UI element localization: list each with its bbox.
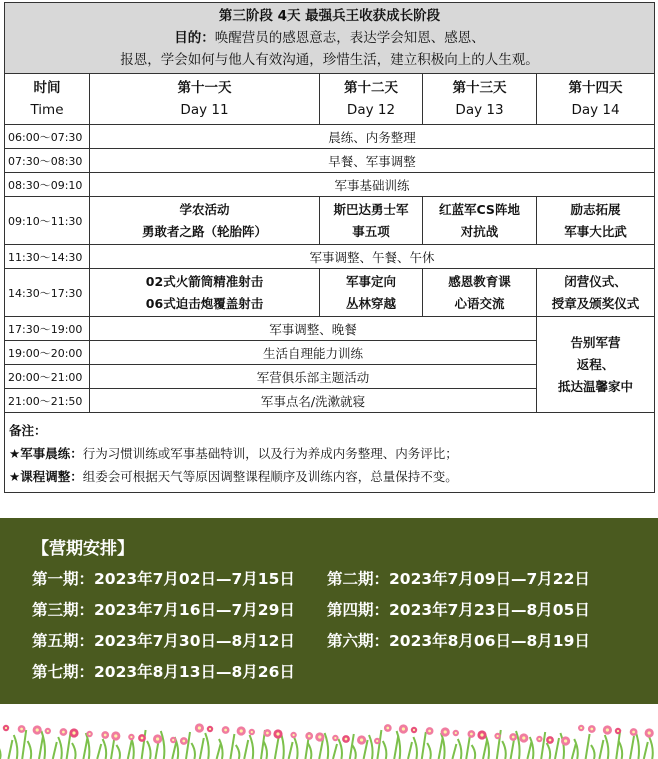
camp-period-3: 第三期：2023年7月16日—7月29日: [32, 601, 295, 619]
row-activity: 生活自理能力训练: [90, 341, 537, 365]
day14-afternoon: 闭营仪式、 授章及颁奖仪式: [537, 269, 655, 317]
flower-center: [20, 728, 23, 731]
flower-center: [402, 727, 405, 730]
flower-center: [606, 728, 609, 731]
goal-text-2: 报恩，学会如何与他人有效沟通，珍惜生活，建立积极向上的人生观。: [120, 52, 539, 68]
flower-center: [47, 730, 49, 732]
flower-center: [114, 734, 117, 737]
col-time: 时间 Time: [5, 74, 90, 125]
goal-text-1: 唤醒营员的感恩意志，表达学会知恩、感恩、: [214, 30, 485, 46]
flower-center: [617, 730, 619, 732]
flower-center: [444, 730, 447, 733]
flower-center: [62, 731, 65, 734]
row-time: 14:30～17:30: [5, 269, 90, 317]
camp-period-4: 第四期：2023年7月23日—8月05日: [327, 601, 590, 619]
row-time: 21:00～21:50: [5, 389, 90, 413]
camp-period-7: 第七期：2023年8月13日—8月26日: [32, 663, 295, 681]
flower-center: [172, 739, 174, 741]
camp-period-1: 第一期：2023年7月02日—7月15日: [32, 570, 295, 588]
flower-center: [224, 729, 227, 732]
note-2-text: 组委会可根据天气等原因调整课程顺序及训练内容，总量保持不变。: [82, 469, 458, 484]
flower-center: [455, 732, 457, 734]
row-activity: 军事点名/洗漱就寝: [90, 389, 537, 413]
camp-schedule-panel: [0, 518, 658, 704]
flower-center: [632, 731, 635, 734]
flower-center: [512, 736, 515, 739]
day13-morning: 红蓝军CS阵地 对抗战: [423, 197, 537, 245]
flower-border: [0, 704, 658, 759]
flower-center: [266, 732, 269, 735]
notes-title: 备注：: [9, 423, 47, 438]
row-activity: 军营俱乐部主题活动: [90, 365, 537, 389]
flower-center: [549, 739, 552, 742]
flower-center: [308, 735, 311, 738]
row-activity: 早餐、军事调整: [90, 149, 655, 173]
flower-center: [470, 733, 473, 736]
flower-center: [318, 735, 321, 738]
schedule-table: [4, 2, 655, 493]
flower-center: [648, 731, 651, 734]
flower-center: [580, 727, 582, 729]
day14-morning: 励志拓展 军事大比武: [537, 197, 655, 245]
flower-center: [386, 727, 389, 730]
col-day13: 第十三天 Day 13: [423, 74, 537, 125]
flower-center: [496, 735, 498, 737]
flower-center: [276, 732, 279, 735]
flower-center: [538, 738, 540, 740]
flower-center: [564, 739, 567, 742]
row-time: 09:10～11:30: [5, 197, 90, 245]
col-day14: 第十四天 Day 14: [537, 74, 655, 125]
col-day11: 第十一天 Day 11: [90, 74, 320, 125]
flower-center: [88, 733, 90, 735]
flower-center: [334, 737, 336, 739]
camp-title: 【营期安排】: [32, 539, 134, 559]
row-time: 17:30～19:00: [5, 317, 90, 341]
flower-center: [141, 737, 144, 740]
note-1-label: ★军事晨练：: [9, 446, 83, 461]
stage-title: 第三阶段 4天 最强兵王收获成长阶段: [218, 8, 441, 24]
day11-morning: 学农活动 勇敢者之路（轮胎阵）: [90, 197, 320, 245]
day12-afternoon: 军事定向 丛林穿越: [320, 269, 423, 317]
row-activity: 军事调整、午餐、午休: [90, 245, 655, 269]
flower-center: [522, 736, 525, 739]
day13-afternoon: 感恩教育课 心语交流: [423, 269, 537, 317]
camp-period-2: 第二期：2023年7月09日—7月22日: [327, 570, 590, 588]
flower-center: [480, 733, 483, 736]
day11-afternoon: 02式火箭筒精准射击 06式迫击炮覆盖射击: [90, 269, 320, 317]
flower-center: [130, 736, 132, 738]
flower-center: [376, 740, 378, 742]
flower-center: [209, 728, 211, 730]
flower-center: [72, 731, 75, 734]
flower-center: [590, 728, 593, 731]
flower-center: [251, 731, 253, 733]
flower-center: [413, 729, 415, 731]
day14-evening: 告别军营 返程、 抵达温馨家中: [537, 317, 655, 413]
flower-center: [345, 738, 348, 741]
flower-center: [428, 730, 431, 733]
goal-label: 目的：: [174, 30, 215, 46]
flower-center: [5, 727, 7, 729]
row-time: 20:00～21:00: [5, 365, 90, 389]
camp-period-5: 第五期：2023年7月30日—8月12日: [32, 632, 295, 650]
flower-center: [36, 728, 39, 731]
row-activity: 军事调整、晚餐: [90, 317, 537, 341]
note-2-label: ★课程调整：: [9, 469, 83, 484]
flower-center: [182, 740, 185, 743]
row-activity: 晨练、内务整理: [90, 125, 655, 149]
camp-period-6: 第六期：2023年8月06日—8月19日: [327, 632, 590, 650]
row-time: 19:00～20:00: [5, 341, 90, 365]
flower-center: [292, 734, 294, 736]
col-day12: 第十二天 Day 12: [320, 74, 423, 125]
row-time: 08:30～09:10: [5, 173, 90, 197]
row-time: 06:00～07:30: [5, 125, 90, 149]
row-activity: 军事基础训练: [90, 173, 655, 197]
day12-morning: 斯巴达勇士军 事五项: [320, 197, 423, 245]
stage-header: [5, 3, 655, 74]
flower-center: [240, 729, 243, 732]
note-1-text: 行为习惯训练或军事基础特训，以及行为养成内务整理、内务评比；: [82, 446, 458, 461]
flower-center: [360, 738, 363, 741]
notes: [5, 413, 655, 493]
flower-center: [198, 726, 201, 729]
flower-center: [104, 734, 107, 737]
row-time: 07:30～08:30: [5, 149, 90, 173]
row-time: 11:30～14:30: [5, 245, 90, 269]
flower-center: [156, 737, 159, 740]
